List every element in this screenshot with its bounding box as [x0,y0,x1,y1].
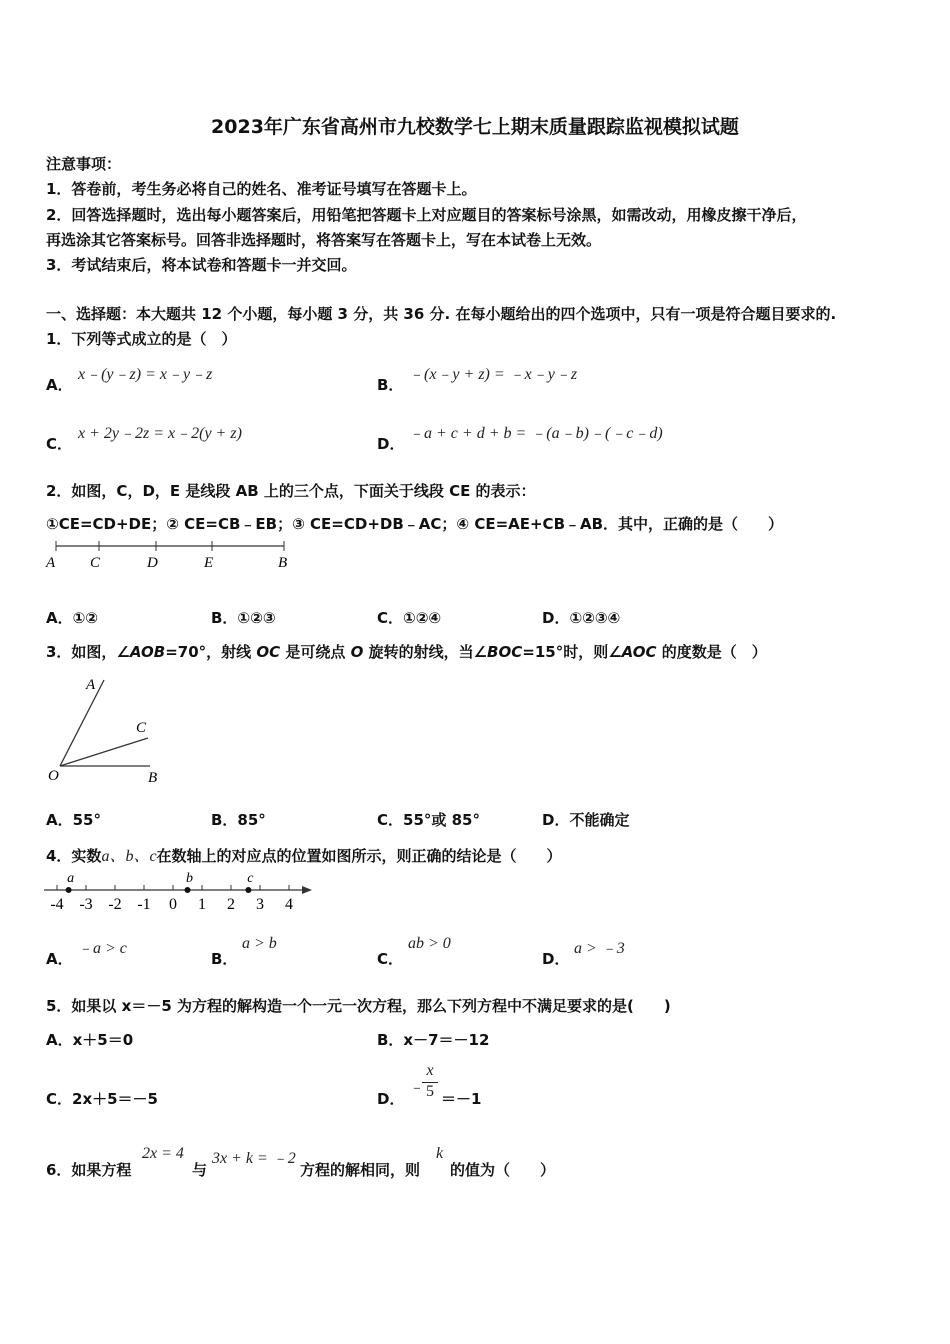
q5-option-d-label: D． [377,1090,405,1108]
q6-variable-k: k [436,1145,444,1162]
point-c [245,887,251,893]
q4-option-c-expr: ab > 0 [408,935,451,952]
tick-label: -3 [79,896,93,913]
q1-option-a-label: A． [46,376,73,394]
q6-middle-text: 方程的解相同，则 [300,1161,421,1179]
tick-label: 3 [256,896,264,913]
q6-end: 的值为（ ） [450,1161,556,1179]
tick-label: 2 [227,896,235,913]
point-label-c: c [247,871,254,886]
q6-equation-2: 3x + k = ﹣2 [212,1150,296,1167]
q4-option-a-label: A． [46,950,73,968]
label-a: A [46,555,56,571]
tick-label: -1 [137,896,151,913]
point-a [66,887,72,893]
q4-option-b-label: B． [211,950,238,968]
q3-option-a: A．55° [46,811,101,829]
q5-option-a: A．x＋5＝0 [46,1031,134,1049]
q2-stem: 2．如图，C，D，E 是线段 AB 上的三个点，下面关于线段 CE 的表示： [46,482,536,500]
q3-stem: 3．如图，∠AOB=70°，射线 OC 是可绕点 O 旋转的射线，当∠BOC=15°时，则∠AOC 的度数是（ ） [46,643,767,661]
label-d: D [147,555,158,571]
q2-option-d: D．①②③④ [542,609,621,627]
q4-option-b-expr: a > b [242,935,277,952]
q1-option-c-expr: x + 2y﹣2z = x﹣2(y + z) [78,425,242,442]
q1-option-b-label: B． [377,376,404,394]
tick-label: 0 [169,896,177,913]
q6-connector: 与 [192,1161,208,1179]
q1-option-d-label: D． [377,435,405,453]
q5-option-b: B．x－7＝－12 [377,1031,490,1049]
q1-option-c-label: C． [46,435,73,453]
label-b: B [148,770,158,786]
tick-label: -2 [108,896,122,913]
q5-option-c: C．2x＋5＝－5 [46,1090,158,1108]
q2-statements: ①CE=CD+DE；② CE=CB﹣EB；③ CE=CD+DB﹣AC；④ CE=AE+CB﹣AB．其中，正确的是（ ） [46,515,784,533]
ray-oc [60,738,148,766]
q3-angle-figure [44,672,174,790]
q4-option-d-label: D． [542,950,570,968]
label-c: C [90,555,101,571]
tick-label: 4 [285,896,293,913]
q5-stem: 5．如果以 x＝－5 为方程的解构造一个一元一次方程，那么下列方程中不满足要求的是( ) [46,997,671,1015]
notes-line-1: 1．答卷前，考生务必将自己的姓名、准考证号填写在答题卡上。 [46,180,477,198]
q6-prefix: 6．如果方程 [46,1161,132,1179]
q2-option-c: C．①②④ [377,609,442,627]
point-b [185,887,191,893]
axis-arrow [302,886,312,894]
q2-option-a: A．①② [46,609,99,627]
q1-option-a-expr: x﹣(y﹣z) = x﹣y﹣z [78,366,213,383]
label-e: E [204,555,214,571]
label-o: O [48,768,59,784]
q2-segment-figure [44,538,294,572]
tick-label: -4 [50,896,64,913]
label-b: B [278,555,288,571]
q2-option-b: B．①②③ [211,609,276,627]
q1-option-d-expr: ﹣a + c + d + b = ﹣(a﹣b)﹣(﹣c﹣d) [408,425,663,442]
q4-option-a-expr: ﹣a > c [77,940,127,957]
section-heading: 一、选择题：本大题共 12 个小题，每小题 3 分，共 36 分. 在每小题给出的四个选项中，只有一项是符合题目要求的. [46,305,837,323]
q3-option-d: D．不能确定 [542,811,630,829]
q4-option-d-expr: a > ﹣3 [574,940,625,957]
point-label-b: b [186,871,193,886]
notes-heading: 注意事项： [46,155,122,173]
q4-stem: 4．实数a、b、c在数轴上的对应点的位置如图所示，则正确的结论是（ ） [46,847,562,865]
q3-option-c: C．55°或 85° [377,811,480,829]
q1-stem: 1．下列等式成立的是（ ） [46,330,237,348]
label-a: A [86,677,96,693]
notes-line-2a: 2．回答选择题时，选出每小题答案后，用铅笔把答题卡上对应题目的答案标号涂黑，如需改动，用橡皮擦干净后， [46,206,807,224]
label-c: C [136,720,147,736]
ray-oa [60,680,104,766]
notes-line-2b: 再选涂其它答案标号。回答非选择题时，将答案写在答题卡上，写在本试卷上无效。 [46,231,602,249]
q6-equation-1: 2x = 4 [142,1145,184,1162]
q1-option-b-expr: ﹣(x﹣y + z) = ﹣x﹣y﹣z [408,366,578,383]
tick-label: 1 [198,896,206,913]
page-title: 2023年广东省高州市九校数学七上期末质量跟踪监视模拟试题 [211,116,739,138]
q3-option-b: B．85° [211,811,266,829]
q4-number-line [42,870,317,914]
point-label-a: a [67,871,75,886]
q4-option-c-label: C． [377,950,404,968]
notes-line-3: 3．考试结束后，将本试卷和答题卡一并交回。 [46,256,357,274]
